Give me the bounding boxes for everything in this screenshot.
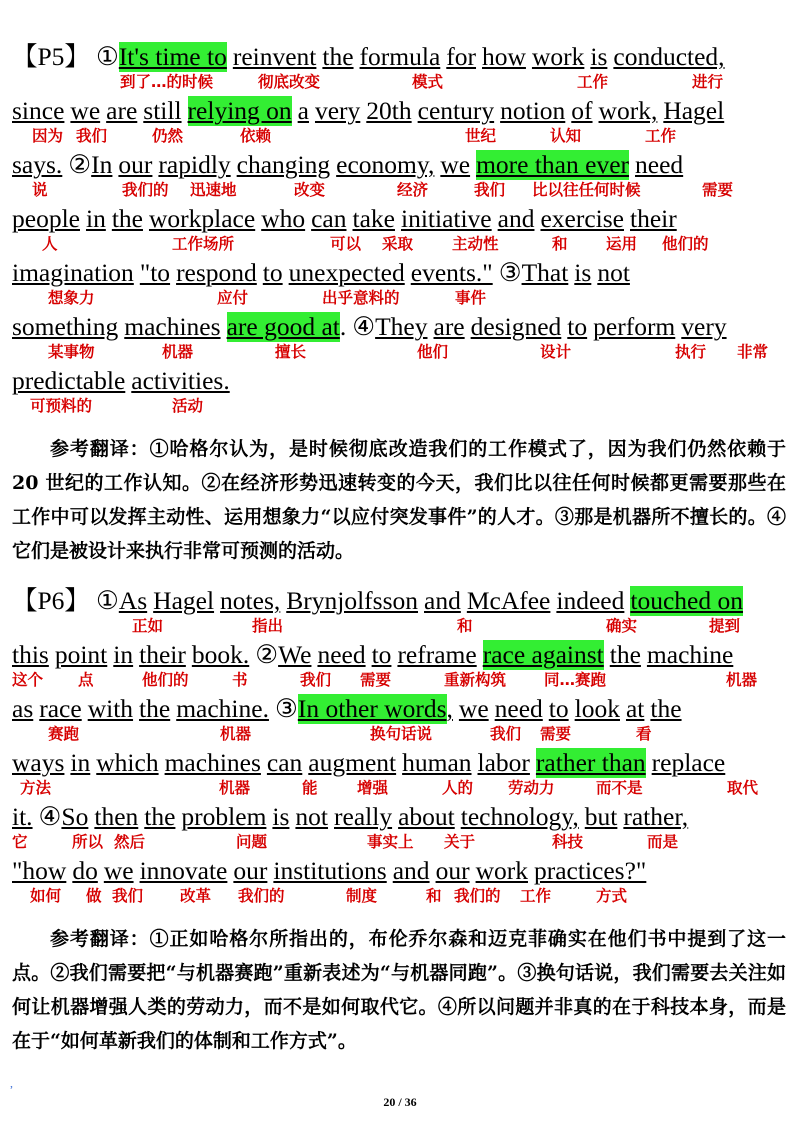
chinese-gloss: 指出: [252, 617, 284, 635]
english-word: is: [590, 42, 608, 71]
english-text: [12, 802, 694, 832]
english-word: ③: [274, 694, 298, 723]
english-word: practices?": [533, 856, 647, 885]
english-word: They: [375, 312, 428, 341]
chinese-gloss: 书: [232, 671, 248, 689]
english-word: in: [85, 204, 106, 233]
chinese-gloss: 这个: [12, 671, 44, 689]
margin-mark: ,: [10, 1076, 13, 1090]
english-word: notes,: [220, 586, 281, 615]
english-text: [12, 856, 652, 886]
english-word: for: [446, 42, 477, 71]
english-word: race: [39, 694, 82, 723]
p5-line: [12, 42, 792, 96]
chinese-gloss: 可以: [330, 235, 362, 253]
chinese-gloss: 擅长: [275, 343, 307, 361]
chinese-gloss: 仍然: [152, 127, 184, 145]
chinese-gloss: 工作: [520, 887, 552, 905]
chinese-gloss: 他们的: [142, 671, 189, 689]
english-word: in: [70, 748, 91, 777]
chinese-gloss: 世纪: [465, 127, 497, 145]
english-word: our: [233, 856, 268, 885]
english-word: technology,: [460, 802, 579, 831]
english-word: ②: [68, 150, 92, 179]
english-word: innovate: [139, 856, 228, 885]
chinese-gloss: 事实上: [367, 833, 414, 851]
english-word: ②: [255, 640, 279, 669]
english-word: not: [295, 802, 329, 831]
english-word: need: [635, 150, 684, 179]
english-text: [12, 694, 688, 724]
chinese-gloss: 比以往任何时候: [532, 181, 641, 199]
chinese-gloss: 工作: [577, 73, 609, 91]
english-word: McAfee: [466, 586, 551, 615]
english-word: imagination: [12, 258, 134, 287]
english-word: institutions: [273, 856, 387, 885]
english-word: can: [311, 204, 347, 233]
chinese-gloss: 取代: [727, 779, 759, 797]
chinese-gloss: 他们的: [662, 235, 709, 253]
chinese-gloss: 方法: [20, 779, 52, 797]
english-word: says.: [12, 150, 63, 179]
english-word: conducted,: [613, 42, 725, 71]
chinese-gloss: 需要: [702, 181, 734, 199]
english-word: to: [371, 640, 392, 669]
english-word: very: [314, 96, 361, 125]
english-word: workplace: [148, 204, 256, 233]
english-word: take: [352, 204, 395, 233]
english-word: still: [143, 96, 182, 125]
english-word: As: [118, 586, 148, 615]
english-word: as: [12, 694, 34, 723]
english-text: [12, 640, 739, 670]
english-word: the: [650, 694, 682, 723]
p5-line: [12, 258, 792, 312]
chinese-gloss: 制度: [346, 887, 378, 905]
chinese-gloss: 机器: [726, 671, 758, 689]
english-word: activities.: [131, 366, 230, 395]
chinese-gloss: 做: [86, 887, 102, 905]
english-word: So: [61, 802, 89, 831]
english-word: respond: [176, 258, 257, 287]
english-word: people: [12, 204, 80, 233]
english-word: the: [322, 42, 354, 71]
chinese-gloss: 提到: [709, 617, 741, 635]
english-word: how: [482, 42, 526, 71]
english-word: and: [497, 204, 535, 233]
english-word: events.": [410, 258, 493, 287]
english-word: a: [297, 96, 309, 125]
english-word: can: [266, 748, 303, 777]
english-word: ④: [352, 312, 376, 341]
english-word: human: [402, 748, 472, 777]
highlighted-phrase: rather than: [535, 748, 646, 777]
chinese-gloss: 所以: [72, 833, 104, 851]
chinese-gloss: 换句话说: [370, 725, 433, 743]
chinese-gloss: 我们的: [454, 887, 501, 905]
english-word: something: [12, 312, 119, 341]
highlighted-phrase: In other words: [297, 694, 447, 723]
english-word: exercise: [540, 204, 624, 233]
english-word: we: [440, 150, 471, 179]
english-word: In: [91, 150, 113, 179]
chinese-gloss: 工作: [645, 127, 677, 145]
p6-line: [12, 802, 792, 856]
english-word: "how: [12, 856, 67, 885]
english-word: initiative: [400, 204, 492, 233]
chinese-gloss: 改变: [294, 181, 326, 199]
chinese-gloss: 人: [42, 235, 58, 253]
english-word: machine.: [176, 694, 269, 723]
chinese-gloss: 他们: [417, 343, 449, 361]
english-word: and: [424, 586, 461, 615]
english-word: the: [139, 694, 171, 723]
english-word: We: [278, 640, 312, 669]
chinese-gloss: 需要: [360, 671, 392, 689]
english-word: ③: [498, 258, 522, 287]
chinese-gloss: 我们: [300, 671, 332, 689]
chinese-gloss: 看: [636, 725, 652, 743]
english-word: about: [398, 802, 455, 831]
english-word: reinvent: [232, 42, 317, 71]
chinese-gloss: 某事物: [48, 343, 95, 361]
chinese-gloss: 和: [426, 887, 442, 905]
chinese-gloss: 想象力: [48, 289, 95, 307]
english-word: in: [113, 640, 134, 669]
english-word: unexpected: [288, 258, 405, 287]
english-word: need: [494, 694, 543, 723]
chinese-gloss: 说: [32, 181, 48, 199]
chinese-gloss: 重新构筑: [444, 671, 507, 689]
english-word: this: [12, 640, 49, 669]
chinese-gloss: 增强: [357, 779, 389, 797]
english-word: is: [272, 802, 290, 831]
highlighted-phrase: more than ever: [476, 150, 630, 179]
english-word: not: [597, 258, 630, 287]
chinese-gloss: 改革: [180, 887, 212, 905]
chinese-gloss: 彻底改变: [258, 73, 321, 91]
english-word: notion: [500, 96, 566, 125]
chinese-gloss: 出乎意料的: [322, 289, 400, 307]
chinese-gloss: 方式: [596, 887, 628, 905]
english-text: [12, 586, 749, 616]
english-word: work: [531, 42, 585, 71]
chinese-gloss: 然后: [114, 833, 146, 851]
chinese-gloss: 经济: [397, 181, 429, 199]
chinese-gloss: 人的: [442, 779, 474, 797]
english-word: are: [433, 312, 465, 341]
english-word: to: [262, 258, 283, 287]
english-word: do: [72, 856, 98, 885]
english-word: who: [261, 204, 306, 233]
english-word: we: [458, 694, 489, 723]
english-word: ,: [446, 694, 453, 723]
chinese-gloss: 机器: [220, 725, 252, 743]
highlighted-phrase: are good at: [226, 312, 340, 341]
english-word: ①: [95, 42, 119, 71]
english-word: look: [574, 694, 620, 723]
english-word: we: [70, 96, 101, 125]
p6-line: [12, 586, 792, 640]
english-word: our: [435, 856, 470, 885]
english-word: labor: [477, 748, 530, 777]
english-word: Hagel: [153, 586, 215, 615]
english-word: with: [87, 694, 134, 723]
english-text: [12, 312, 733, 342]
p6-line: [12, 748, 792, 802]
english-word: century: [417, 96, 495, 125]
chinese-gloss: 迅速地: [190, 181, 237, 199]
english-word: problem: [181, 802, 267, 831]
chinese-gloss: 和: [457, 617, 473, 635]
chinese-gloss: 我们: [490, 725, 522, 743]
english-word: our: [118, 150, 153, 179]
chinese-gloss: 劳动力: [508, 779, 555, 797]
english-word: ways: [12, 748, 65, 777]
english-word: reframe: [397, 640, 477, 669]
english-word: we: [103, 856, 134, 885]
chinese-gloss: 需要: [540, 725, 572, 743]
chinese-gloss: 活动: [172, 397, 204, 415]
chinese-gloss: 运用: [606, 235, 638, 253]
chinese-gloss: 点: [78, 671, 94, 689]
english-word: That: [521, 258, 569, 287]
chinese-gloss: 工作场所: [172, 235, 235, 253]
chinese-gloss: 赛跑: [48, 725, 80, 743]
english-text: [12, 366, 236, 396]
english-word: ①: [95, 586, 119, 615]
chinese-gloss: 能: [302, 779, 318, 797]
chinese-gloss: 而不是: [596, 779, 643, 797]
english-word: the: [609, 640, 641, 669]
english-word: their: [630, 204, 677, 233]
chinese-gloss: 进行: [692, 73, 724, 91]
english-word: 【P5】: [12, 42, 90, 71]
chinese-gloss: 可预料的: [30, 397, 93, 415]
chinese-gloss: 认知: [550, 127, 582, 145]
page-number: 20 / 36: [383, 1095, 417, 1109]
english-word: machine: [646, 640, 734, 669]
chinese-gloss: 设计: [540, 343, 572, 361]
chinese-gloss: 问题: [236, 833, 268, 851]
english-word: the: [144, 802, 176, 831]
chinese-gloss: 它: [12, 833, 28, 851]
english-word: .: [339, 312, 347, 341]
chinese-gloss: 和: [552, 235, 568, 253]
english-word: but: [584, 802, 618, 831]
chinese-gloss: 到了…的时候: [120, 73, 214, 91]
english-word: really: [334, 802, 393, 831]
paragraph-p5-gloss: [12, 42, 792, 420]
chinese-gloss: 事件: [455, 289, 487, 307]
chinese-gloss: 而是: [647, 833, 679, 851]
p5-line: [12, 150, 792, 204]
english-text: [12, 150, 689, 180]
english-word: are: [106, 96, 138, 125]
english-word: augment: [308, 748, 397, 777]
english-word: 20th: [366, 96, 412, 125]
p5-line: [12, 204, 792, 258]
english-text: [12, 204, 683, 234]
english-word: indeed: [556, 586, 625, 615]
p5-line: [12, 366, 792, 420]
english-word: of: [571, 96, 593, 125]
english-word: the: [111, 204, 143, 233]
english-word: economy,: [336, 150, 435, 179]
english-word: to: [548, 694, 569, 723]
english-word: Brynjolfsson: [286, 586, 419, 615]
paragraph-p5-translation: 参考翻译：①哈格尔认为，是时候彻底改造我们的工作模式了，因为我们仍然依赖于 20 世纪的工作认知。②在经济形势迅速转变的今天，我们比以往任何时候都更需要那些在工作中可以发挥主动性、运用想象力“以应付突发事件”的人才。③那是机器所不擅长的。④它们是被设计来执行非常可预测的活动。: [12, 438, 786, 562]
english-word: rapidly: [158, 150, 231, 179]
english-word: predictable: [12, 366, 126, 395]
highlighted-phrase: touched on: [630, 586, 743, 615]
english-text: [12, 42, 731, 72]
chinese-gloss: 如何: [30, 887, 62, 905]
english-text: [12, 258, 636, 288]
highlighted-phrase: race against: [482, 640, 604, 669]
p5-line: [12, 96, 792, 150]
chinese-gloss: 我们的: [122, 181, 169, 199]
english-word: to: [567, 312, 588, 341]
english-word: machines: [164, 748, 261, 777]
chinese-gloss: 同…赛跑: [544, 671, 607, 689]
chinese-gloss: 应付: [217, 289, 249, 307]
paragraph-p6-translation: 参考翻译：①正如哈格尔所指出的，布伦乔尔森和迈克菲确实在他们书中提到了这一点。②我们需要把“与机器赛跑”重新表述为“与机器同跑”。③换句话说，我们需要去关注如何让机器增强人类的劳动力，而不是如何取代它。④所以问题并非真的在于科技本身，而是在于“如何革新我们的体制和工作方式”。: [12, 928, 786, 1052]
chinese-gloss: 我们的: [238, 887, 285, 905]
chinese-gloss: 执行: [675, 343, 707, 361]
chinese-gloss: 我们: [112, 887, 144, 905]
english-word: work: [475, 856, 528, 885]
chinese-gloss: 确实: [606, 617, 638, 635]
english-word: which: [96, 748, 159, 777]
chinese-gloss: 我们: [76, 127, 108, 145]
english-word: rather,: [623, 802, 689, 831]
english-word: perform: [593, 312, 676, 341]
p6-line: [12, 856, 792, 910]
chinese-gloss: 因为: [32, 127, 64, 145]
english-word: their: [139, 640, 186, 669]
chinese-gloss: 主动性: [452, 235, 499, 253]
chinese-gloss: 科技: [552, 833, 584, 851]
english-word: need: [317, 640, 366, 669]
chinese-gloss: 依赖: [240, 127, 272, 145]
english-text: [12, 748, 731, 778]
english-word: since: [12, 96, 65, 125]
p6-line: [12, 640, 792, 694]
english-word: 【P6】: [12, 586, 90, 615]
english-text: [12, 96, 730, 126]
english-word: very: [681, 312, 727, 341]
chinese-gloss: 采取: [382, 235, 414, 253]
p5-line: [12, 312, 792, 366]
english-word: point: [54, 640, 108, 669]
chinese-gloss: 关于: [444, 833, 476, 851]
chinese-gloss: 模式: [412, 73, 444, 91]
english-word: designed: [470, 312, 562, 341]
english-word: book.: [191, 640, 250, 669]
english-word: Hagel: [663, 96, 725, 125]
highlighted-phrase: relying on: [187, 96, 292, 125]
english-word: then: [94, 802, 139, 831]
english-word: at: [625, 694, 645, 723]
english-word: changing: [236, 150, 331, 179]
p6-line: [12, 694, 792, 748]
english-word: it.: [12, 802, 33, 831]
english-word: and: [392, 856, 430, 885]
chinese-gloss: 机器: [162, 343, 194, 361]
english-word: is: [574, 258, 592, 287]
chinese-gloss: 机器: [219, 779, 251, 797]
highlighted-phrase: It's time to: [118, 42, 227, 71]
english-word: "to: [139, 258, 171, 287]
english-word: replace: [651, 748, 726, 777]
english-word: ④: [38, 802, 62, 831]
english-word: machines: [124, 312, 221, 341]
english-word: work,: [598, 96, 658, 125]
chinese-gloss: 正如: [132, 617, 164, 635]
chinese-gloss: 非常: [737, 343, 769, 361]
chinese-gloss: 我们: [474, 181, 506, 199]
english-word: formula: [359, 42, 441, 71]
paragraph-p6-gloss: [12, 586, 792, 910]
